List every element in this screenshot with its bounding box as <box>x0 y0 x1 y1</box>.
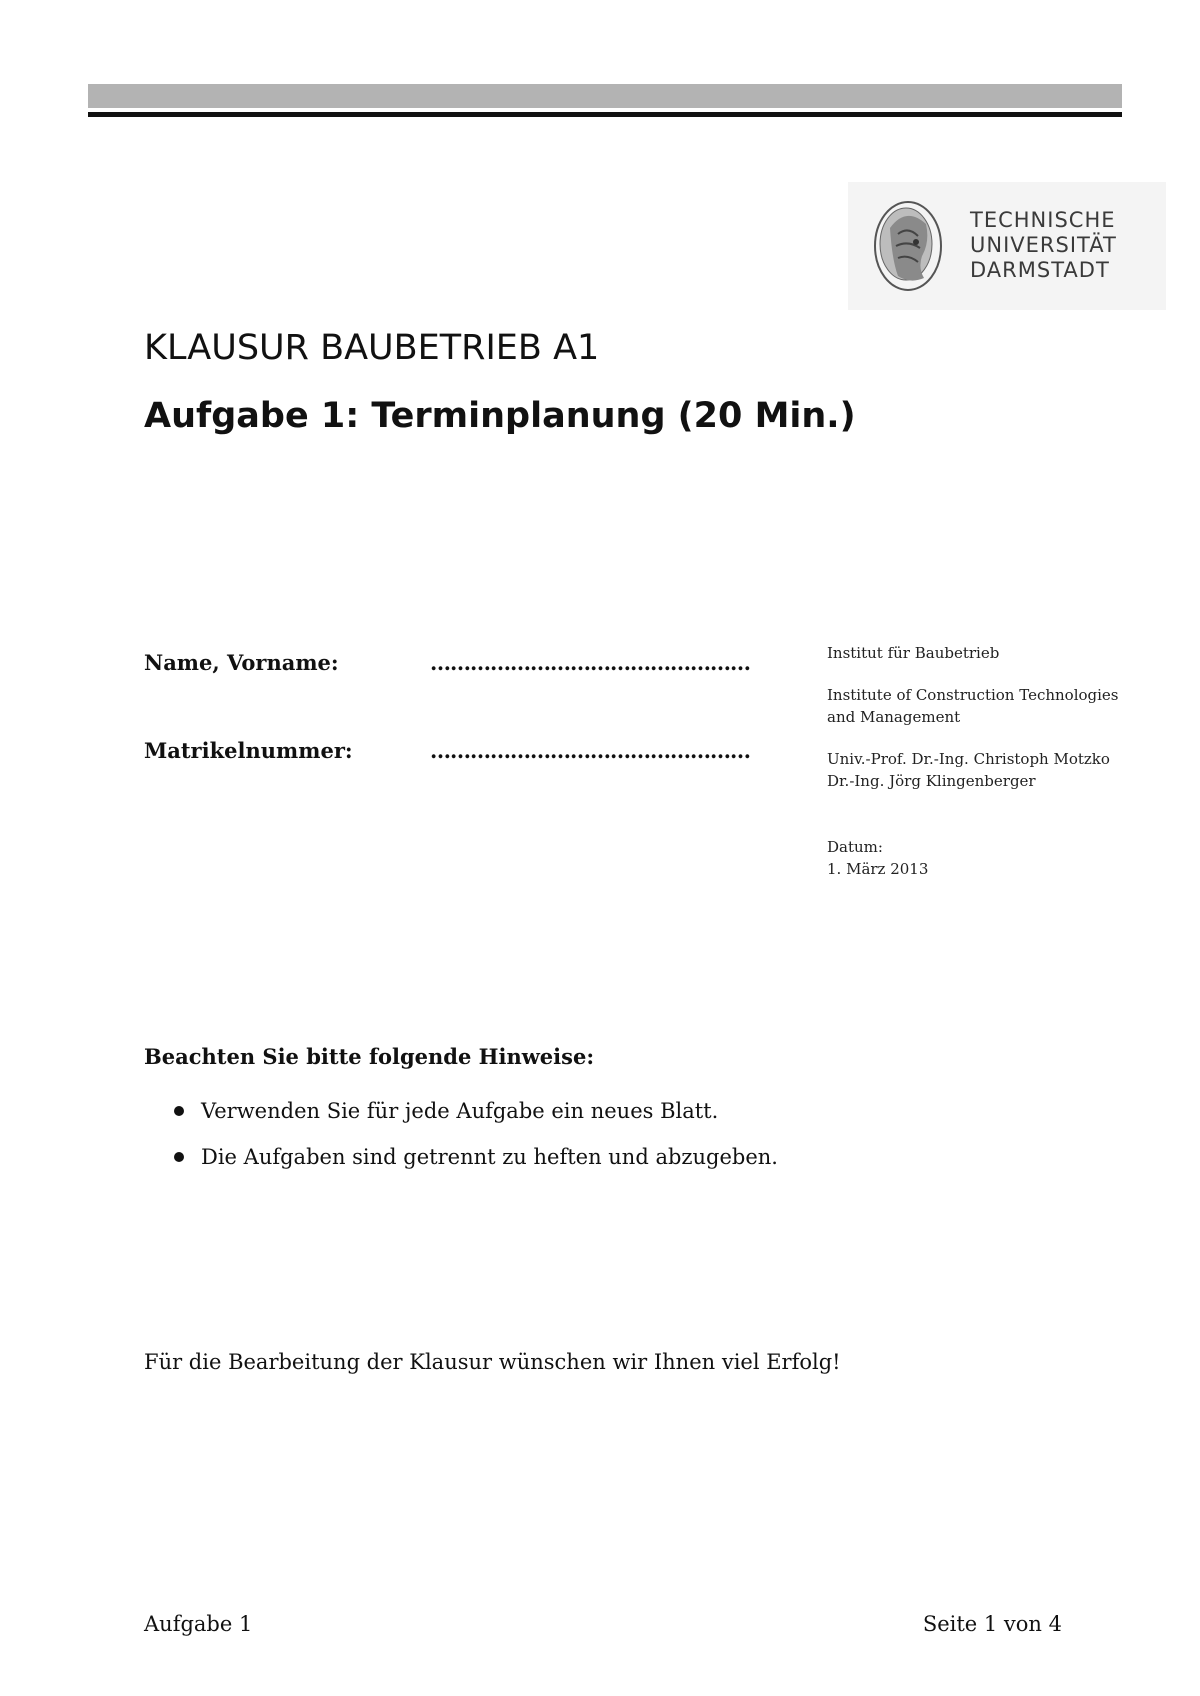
logo-wordmark <box>970 208 1117 283</box>
logo-line-1: TECHNISCHE <box>970 208 1116 232</box>
logo-line-2: UNIVERSITÄT <box>970 233 1117 257</box>
matrikel-field-label: Matrikelnummer: <box>144 738 353 763</box>
institute-person-2: Dr.-Ing. Jörg Klingenberger <box>827 772 1036 790</box>
footer-task-label: Aufgabe 1 <box>144 1612 253 1636</box>
logo-line-3: DARMSTADT <box>970 258 1110 282</box>
date-value: 1. März 2013 <box>827 860 929 878</box>
name-field-label: Name, Vorname: <box>144 650 339 675</box>
institute-person-1: Univ.-Prof. Dr.-Ing. Christoph Motzko <box>827 750 1110 768</box>
list-item <box>144 1134 778 1180</box>
list-item <box>144 1088 778 1134</box>
bullet-icon <box>174 1152 184 1162</box>
bullet-icon <box>174 1106 184 1116</box>
institute-name-de: Institut für Baubetrieb <box>827 644 1000 662</box>
name-field-dots: ………………………………………… <box>430 650 750 675</box>
hints-heading: Beachten Sie bitte folgende Hinweise: <box>144 1044 595 1069</box>
date-label: Datum: <box>827 838 883 856</box>
institute-name-en-2: and Management <box>827 708 961 726</box>
hints-list <box>144 1088 778 1180</box>
header-band <box>88 84 1122 108</box>
exam-title: KLAUSUR BAUBETRIEB A1 <box>144 328 600 368</box>
closing-text: Für die Bearbeitung der Klausur wünschen wir Ihnen viel Erfolg! <box>144 1350 841 1374</box>
athena-seal-icon <box>872 198 944 294</box>
hint-text: Verwenden Sie für jede Aufgabe ein neues Blatt. <box>201 1099 719 1123</box>
task-title: Aufgabe 1: Terminplanung (20 Min.) <box>144 396 856 436</box>
institute-name-en-1: Institute of Construction Technologies <box>827 686 1119 704</box>
header-rule <box>88 112 1122 117</box>
hint-text: Die Aufgaben sind getrennt zu heften und abzugeben. <box>201 1145 778 1169</box>
university-logo <box>848 182 1166 310</box>
matrikel-field-dots: ………………………………………… <box>430 738 750 763</box>
footer-page-number: Seite 1 von 4 <box>922 1612 1062 1636</box>
institute-info <box>827 642 1172 880</box>
